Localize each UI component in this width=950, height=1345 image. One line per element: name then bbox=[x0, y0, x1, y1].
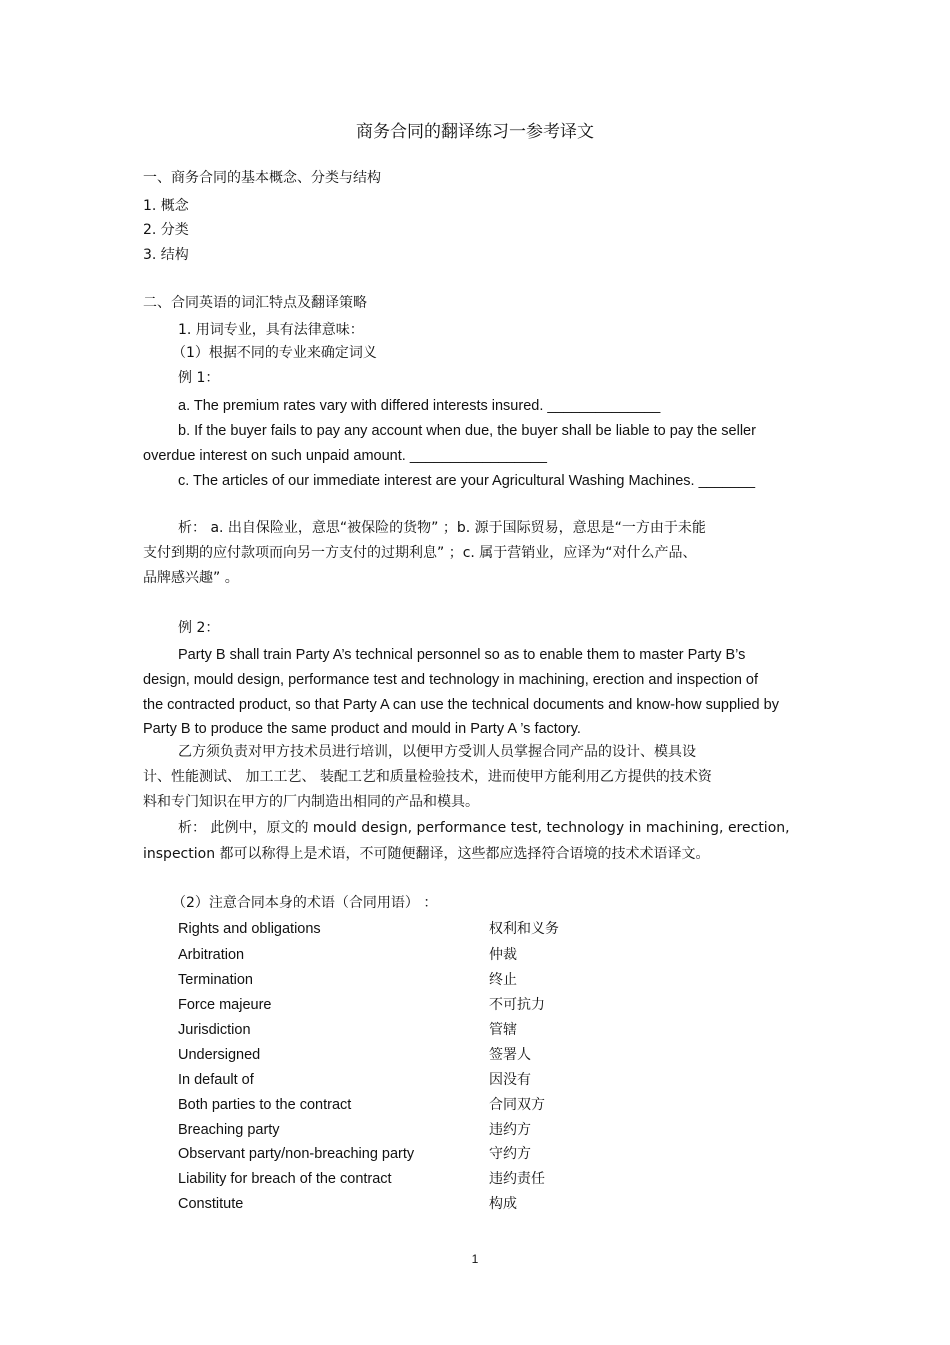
example-1-label: 例 1： bbox=[178, 370, 220, 386]
analysis-1-line1: 析： a. 出自保险业，意思“被保险的货物” ；b. 源于国际贸易，意思是“一方由于未能 bbox=[178, 520, 706, 536]
page-title: 商务合同的翻译练习一参考译文 bbox=[356, 122, 594, 142]
section-1-heading: 一、商务合同的基本概念、分类与结构 bbox=[143, 170, 381, 186]
analysis-1-line3: 品牌感兴趣” 。 bbox=[143, 570, 239, 586]
term-english: Rights and obligations bbox=[178, 921, 321, 937]
term-english: Arbitration bbox=[178, 947, 245, 963]
example-1-b-line1: b. If the buyer fails to pay any account when due, the buyer shall be liable to pay the seller bbox=[178, 423, 756, 439]
term-english: Termination bbox=[178, 972, 253, 988]
term-chinese: 构成 bbox=[489, 1196, 517, 1212]
term-chinese: 因没有 bbox=[489, 1072, 531, 1088]
term-english: Observant party/non-breaching party bbox=[178, 1146, 415, 1162]
term-chinese: 合同双方 bbox=[489, 1097, 545, 1113]
term-english: Constitute bbox=[178, 1196, 244, 1212]
point-1: 1. 用词专业，具有法律意味： bbox=[178, 322, 364, 338]
analysis-1-line2: 支付到期的应付款项而向另一方支付的过期利息” ；c. 属于营销业，应译为“对什么产品、 bbox=[143, 545, 697, 561]
term-english: Breaching party bbox=[178, 1122, 280, 1138]
example-2-label: 例 2： bbox=[178, 620, 220, 636]
section-2-heading: 二、合同英语的词汇特点及翻译策略 bbox=[143, 295, 367, 311]
term-chinese: 不可抗力 bbox=[489, 997, 545, 1013]
term-chinese: 仲裁 bbox=[489, 947, 517, 963]
example-2-zh-line1: 乙方须负责对甲方技术员进行培训，以便甲方受训人员掌握合同产品的设计、模具设 bbox=[178, 744, 696, 760]
example-2-zh-line2: 计、性能测试、 加工工艺、 装配工艺和质量检验技术，进而使甲方能利用乙方提供的技术资 bbox=[143, 769, 712, 785]
subpoint-2: （2）注意合同本身的术语（合同用语） ： bbox=[172, 895, 438, 911]
term-chinese: 管辖 bbox=[489, 1022, 517, 1038]
section-1-item: 2. 分类 bbox=[143, 222, 189, 238]
example-2-en-line2: design, mould design, performance test and technology in machining, erection and inspection of bbox=[143, 672, 759, 688]
section-1-item: 1. 概念 bbox=[143, 198, 189, 214]
term-chinese: 终止 bbox=[489, 972, 517, 988]
section-1-item: 3. 结构 bbox=[143, 247, 189, 263]
example-2-en-line3: the contracted product, so that Party A can use the technical documents and know-how supplied by bbox=[143, 697, 779, 713]
example-1-b-line2: overdue interest on such unpaid amount. _________________ bbox=[143, 448, 547, 464]
term-chinese: 权利和义务 bbox=[489, 921, 559, 937]
example-2-zh-line3: 料和专门知识在甲方的厂内制造出相同的产品和模具。 bbox=[143, 794, 479, 810]
page-number: 1 bbox=[471, 1252, 479, 1266]
term-chinese: 守约方 bbox=[489, 1146, 531, 1162]
analysis-2-line1: 析： 此例中，原文的 mould design, performance test, technology in machining, erection, bbox=[178, 820, 790, 836]
term-english: Both parties to the contract bbox=[178, 1097, 352, 1113]
term-chinese: 违约责任 bbox=[489, 1171, 545, 1187]
term-english: Liability for breach of the contract bbox=[178, 1171, 392, 1187]
example-1-c: c. The articles of our immediate interest are your Agricultural Washing Machines. _______ bbox=[178, 473, 756, 489]
term-english: Jurisdiction bbox=[178, 1022, 251, 1038]
term-english: In default of bbox=[178, 1072, 254, 1088]
subpoint-1: （1）根据不同的专业来确定词义 bbox=[172, 345, 377, 361]
example-1-a: a. The premium rates vary with differed interests insured. ______________ bbox=[178, 398, 661, 414]
term-english: Undersigned bbox=[178, 1047, 261, 1063]
term-english: Force majeure bbox=[178, 997, 272, 1013]
analysis-2-line2: inspection 都可以称得上是术语，不可随便翻译，这些都应选择符合语境的技术术语译文。 bbox=[143, 846, 710, 862]
example-2-en-line1: Party B shall train Party A’s technical personnel so as to enable them to master Party B’s bbox=[178, 647, 746, 663]
term-chinese: 违约方 bbox=[489, 1122, 531, 1138]
term-chinese: 签署人 bbox=[489, 1047, 531, 1063]
example-2-en-line4: Party B to produce the same product and mould in Party A ’s factory. bbox=[143, 721, 581, 737]
